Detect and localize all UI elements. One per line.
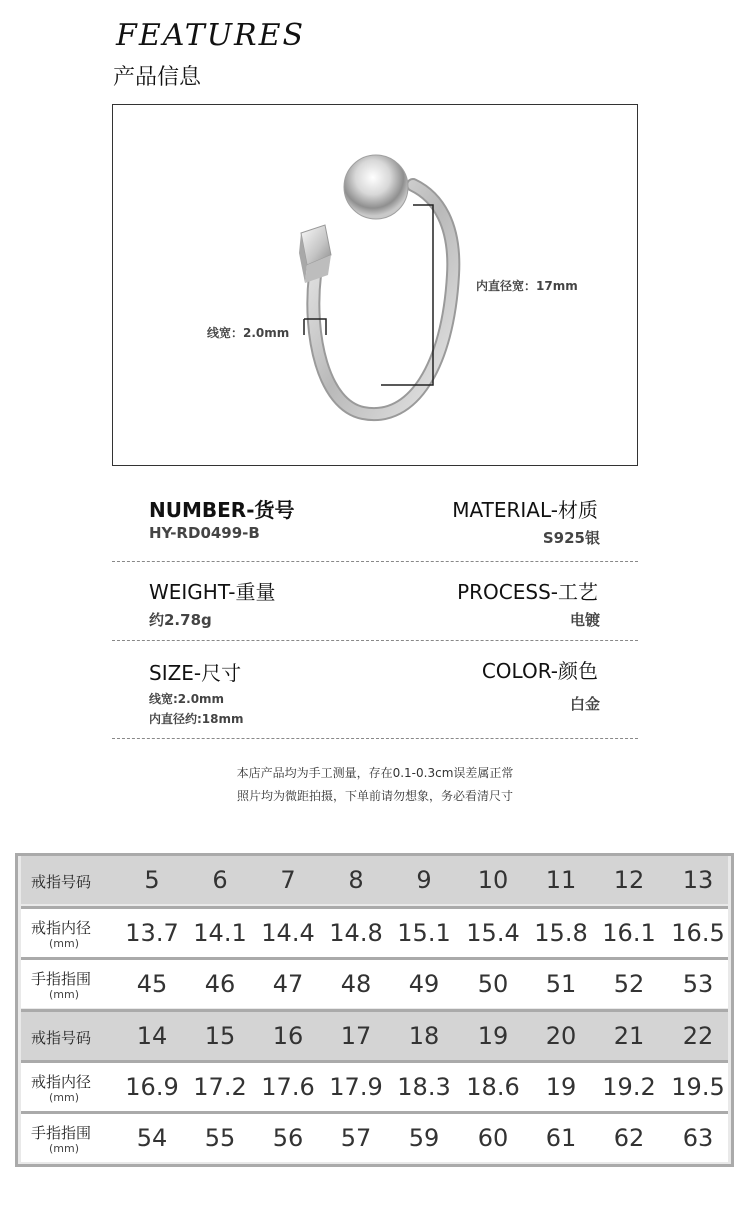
number-key: NUMBER-货号 (149, 498, 295, 522)
table-cell: 11 (545, 866, 577, 894)
color-key: COLOR-颜色 (481, 659, 598, 683)
table-cell: 13.7 (125, 919, 179, 947)
table-cell: 18.3 (397, 1073, 451, 1101)
table-cell: 14.1 (193, 919, 247, 947)
table-cell: 55 (204, 1124, 236, 1152)
product-photo (112, 104, 638, 466)
table-cell: 12 (613, 866, 645, 894)
table-row (21, 856, 728, 904)
table-cell: 48 (340, 970, 372, 998)
table-cell: 17 (340, 1022, 372, 1050)
divider (112, 640, 638, 641)
divider (112, 738, 638, 739)
table-cell: 7 (280, 866, 296, 894)
cube-end (299, 225, 331, 283)
table-cell: 16.1 (602, 919, 656, 947)
table-cell: 10 (477, 866, 509, 894)
row-label (31, 1027, 111, 1048)
row-unit: (mm) (49, 988, 80, 1001)
table-cell: 15 (204, 1022, 236, 1050)
table-cell: 19 (545, 1073, 577, 1101)
row-label (31, 871, 111, 892)
row-label-text: 手指指围 (31, 970, 92, 988)
size-key: SIZE-尺寸 (149, 661, 242, 685)
table-row (21, 906, 728, 957)
row-unit: (mm) (49, 937, 80, 950)
divider (112, 561, 638, 562)
table-cell: 16 (272, 1022, 304, 1050)
color-value: 白金 (569, 695, 600, 713)
table-cell: 22 (682, 1022, 714, 1050)
table-row (21, 1009, 728, 1060)
section-subtitle: 产品信息 (113, 65, 202, 90)
row-label-text: 戒指内径 (31, 919, 92, 937)
table-cell: 6 (212, 866, 228, 894)
note-line-2: 照片均为微距拍摄，下单前请勿想象，务必看清尺寸 (236, 789, 513, 803)
table-cell: 45 (136, 970, 168, 998)
size-table (15, 853, 734, 1167)
table-cell: 52 (613, 970, 645, 998)
material-key: MATERIAL-材质 (452, 498, 598, 522)
table-cell: 14 (136, 1022, 168, 1050)
note-line-1: 本店产品均为手工测量，存在0.1-0.3cm误差属正常 (236, 766, 514, 780)
table-row (21, 1111, 728, 1162)
table-cell: 56 (272, 1124, 304, 1152)
ball-end (344, 155, 408, 219)
table-cell: 17.2 (193, 1073, 247, 1101)
table-cell: 16.9 (125, 1073, 179, 1101)
table-cell: 15.1 (397, 919, 451, 947)
table-cell: 19.5 (671, 1073, 725, 1101)
table-cell: 54 (136, 1124, 168, 1152)
inner-diameter-marker (381, 205, 433, 385)
table-cell: 20 (545, 1022, 577, 1050)
row-label-text: 戒指内径 (31, 1073, 92, 1091)
table-cell: 62 (613, 1124, 645, 1152)
row-label-text: 戒指号码 (31, 1029, 92, 1047)
table-cell: 61 (545, 1124, 577, 1152)
table-cell: 18.6 (466, 1073, 520, 1101)
table-cell: 21 (613, 1022, 645, 1050)
row-label (31, 1122, 111, 1155)
process-value: 电镀 (569, 611, 600, 629)
weight-value: 约2.78g (149, 611, 212, 629)
table-cell: 14.4 (261, 919, 315, 947)
table-cell: 49 (408, 970, 440, 998)
inner-diameter-label: 内直径宽：17mm (476, 279, 578, 293)
number-value: HY-RD0499-B (149, 524, 260, 542)
row-label-text: 戒指号码 (31, 873, 92, 891)
table-row (21, 1060, 728, 1111)
table-cell: 50 (477, 970, 509, 998)
row-label-text: 手指指围 (31, 1124, 92, 1142)
table-cell: 17.9 (329, 1073, 383, 1101)
row-label (31, 917, 111, 950)
table-cell: 15.4 (466, 919, 520, 947)
weight-key: WEIGHT-重量 (149, 580, 276, 604)
table-cell: 46 (204, 970, 236, 998)
table-cell: 18 (408, 1022, 440, 1050)
row-label (31, 1071, 111, 1104)
table-cell: 17.6 (261, 1073, 315, 1101)
table-cell: 19.2 (602, 1073, 656, 1101)
size-value-width: 线宽:2.0mm (149, 692, 225, 706)
row-unit: (mm) (49, 1091, 80, 1104)
table-cell: 13 (682, 866, 714, 894)
table-cell: 53 (682, 970, 714, 998)
row-label (31, 968, 111, 1001)
table-cell: 57 (340, 1124, 372, 1152)
section-title: FEATURES (116, 18, 306, 53)
table-cell: 59 (408, 1124, 440, 1152)
table-cell: 15.8 (534, 919, 588, 947)
table-cell: 51 (545, 970, 577, 998)
table-cell: 5 (144, 866, 160, 894)
table-cell: 16.5 (671, 919, 725, 947)
width-label: 线宽：2.0mm (207, 326, 290, 340)
table-cell: 9 (416, 866, 432, 894)
table-cell: 63 (682, 1124, 714, 1152)
process-key: PROCESS-工艺 (457, 580, 598, 604)
table-cell: 8 (348, 866, 364, 894)
table-row (21, 957, 728, 1008)
table-cell: 47 (272, 970, 304, 998)
table-cell: 19 (477, 1022, 509, 1050)
table-cell: 60 (477, 1124, 509, 1152)
size-value-diameter: 内直径约:18mm (149, 712, 244, 726)
table-cell: 14.8 (329, 919, 383, 947)
material-value: S925银 (542, 529, 600, 547)
row-unit: (mm) (49, 1142, 80, 1155)
